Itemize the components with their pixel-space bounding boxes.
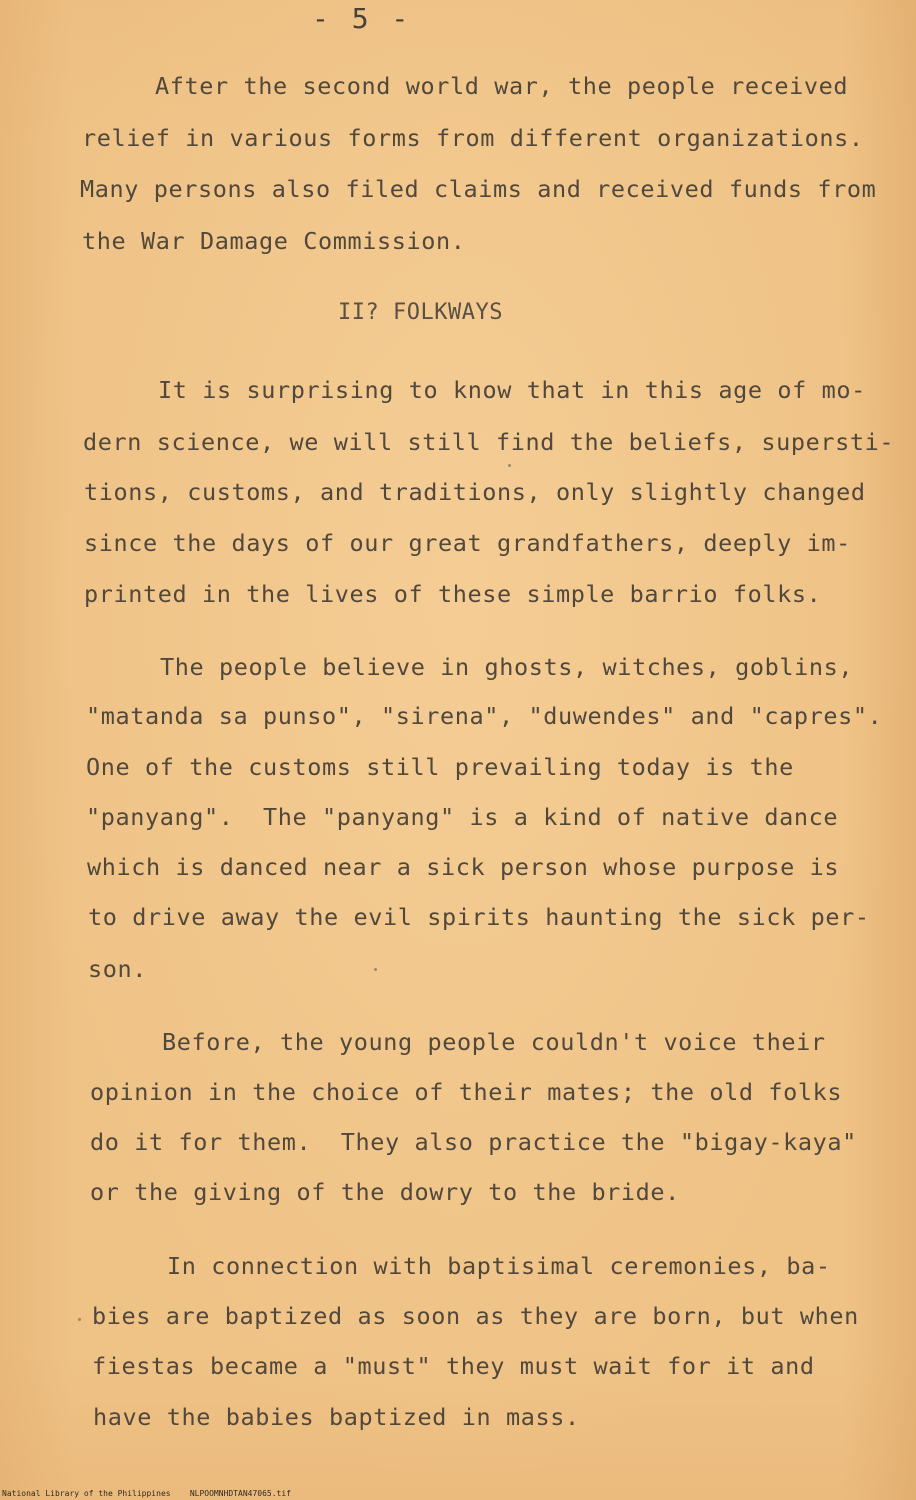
paragraph-3-line-6: to drive away the evil spirits haunting the sick per- [88, 903, 870, 931]
paragraph-5-line-3: fiestas became a "must" they must wait for it and [92, 1352, 815, 1380]
paragraph-2-line-1: It is surprising to know that in this age of mo- [158, 376, 866, 404]
paragraph-2-line-5: printed in the lives of these simple barrio folks. [84, 580, 822, 608]
paragraph-2-line-3: tions, customs, and traditions, only slightly changed [84, 478, 866, 506]
paragraph-1-line-2: relief in various forms from different organizations. [82, 124, 864, 152]
paragraph-4-line-1: Before, the young people couldn't voice their [162, 1028, 826, 1056]
paper-speck [374, 968, 377, 971]
paragraph-5-line-2: bies are baptized as soon as they are born, but when [92, 1302, 859, 1330]
paragraph-4-line-4: or the giving of the dowry to the bride. [90, 1178, 680, 1206]
paragraph-3-line-2: "matanda sa punso", "sirena", "duwendes" and "capres". [86, 702, 883, 730]
paragraph-4-line-3: do it for them. They also practice the "bigay-kaya" [90, 1128, 857, 1156]
paragraph-3-line-4: "panyang". The "panyang" is a kind of native dance [86, 803, 839, 831]
paragraph-2-line-4: since the days of our great grandfathers, deeply im- [84, 529, 851, 557]
paragraph-3-line-1: The people believe in ghosts, witches, goblins, [160, 653, 854, 681]
paragraph-1-line-4: the War Damage Commission. [82, 227, 466, 255]
paper-speck [78, 1318, 81, 1321]
paragraph-3-line-5: which is danced near a sick person whose purpose is [87, 853, 840, 881]
scan-footer: National Library of the Philippines NLPOOMNHDTAN47065.tif [2, 1489, 291, 1498]
paper-speck [508, 464, 511, 467]
paragraph-1-line-1: After the second world war, the people received [155, 72, 849, 100]
paragraph-4-line-2: opinion in the choice of their mates; the old folks [90, 1078, 843, 1106]
paragraph-3-line-3: One of the customs still prevailing today is the [86, 753, 794, 781]
paragraph-1-line-3: Many persons also filed claims and received funds from [80, 175, 877, 203]
page-number: - 5 - [312, 2, 412, 35]
paragraph-2-line-2: dern science, we will still find the beliefs, supersti- [83, 428, 895, 456]
paragraph-3-line-7: son. [88, 955, 147, 983]
paragraph-5-line-1: In connection with baptisimal ceremonies, ba- [167, 1252, 831, 1280]
section-heading: II? FOLKWAYS [338, 300, 503, 325]
paragraph-5-line-4: have the babies baptized in mass. [93, 1403, 580, 1431]
